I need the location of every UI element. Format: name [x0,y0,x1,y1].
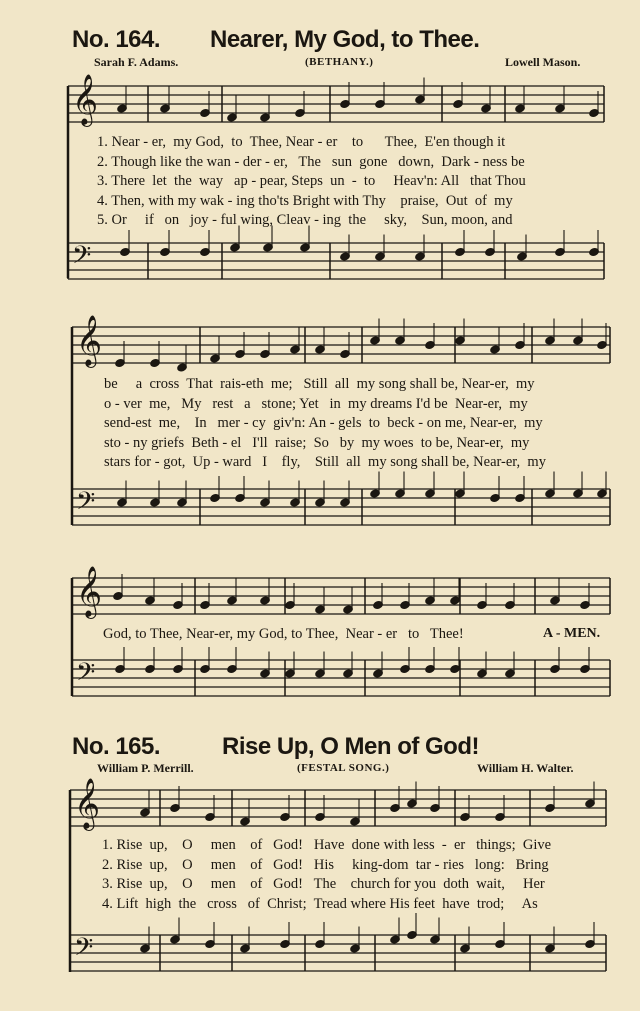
hymn-164-tune: (BETHANY.) [305,56,374,68]
hymn-165-author: William P. Merrill. [97,761,194,775]
treble-clef-icon: 𝄞 [76,315,103,366]
verse-3-line: send-est me, In mer - cy giv'n: An - gels to beck - on me, Near-er, my [104,415,543,432]
verse-3-line: 3. Rise up, O men of God! The church for you doth wait, Her [102,876,545,893]
hymn-164-verses-system-1 [97,133,526,231]
bass-clef-icon: 𝄢 [76,658,96,693]
verse-5-line: stars for - got, Up - ward I fly, Still all my song shall be, Near-er, my [104,454,546,471]
hymn-165-verses-system-1 [102,836,551,914]
hymn-165-title: Rise Up, O Men of God! [222,733,479,760]
hymn-164-title: Nearer, My God, to Thee. [210,26,480,53]
hymn-165-number: No. 165. [72,733,161,760]
hymn-164-composer: Lowell Mason. [505,55,581,69]
hymn-165-tune: (FESTAL SONG.) [297,762,390,774]
treble-clef-icon: 𝄞 [72,74,99,125]
verse-2-line: 2. Though like the wan - der - er, The sun gone down, Dark - ness be [97,153,525,170]
bass-clef-icon: 𝄢 [72,241,92,276]
hymn-164-verses-system-3: God, to Thee, Near-er, my God, to Thee, Near - er to Thee! [103,626,464,642]
hymn-164-number: No. 164. [72,26,161,53]
hymn-164-author: Sarah F. Adams. [94,55,179,69]
verse-4-line: 4. Lift high the cross of Christ; Tread where His feet have trod; As [102,895,538,912]
verse-1-line: be a cross That rais-eth me; Still all my song shall be, Near-er, my [104,376,535,392]
verse-5-line: 5. Or if on joy - ful wing, Cleav - ing the sky, Sun, moon, and [97,212,513,229]
verse-4-line: 4. Then, with my wak - ing tho'ts Bright with Thy praise, Out of my [97,192,513,209]
verse-2-line: o - ver me, My rest a stone; Yet in my dreams I'd be Near-er, my [104,395,528,412]
verse-1-line: 1. Near - er, my God, to Thee, Near - er to Thee, E'en though it [97,134,506,150]
bass-clef-icon: 𝄢 [76,487,96,522]
amen-label: A - MEN. [543,626,601,641]
treble-clef-icon: 𝄞 [76,566,103,617]
verse-4-line: sto - ny griefs Beth - el I'll raise; So by my woes to be, Near-er, my [104,434,530,451]
treble-clef-icon: 𝄞 [74,778,101,829]
bass-clef-icon: 𝄢 [74,933,94,968]
hymn-164-verses-system-2 [104,375,546,473]
verse-1-line: 1. Rise up, O men of God! Have done with less - er things; Give [102,837,552,853]
verse-3-line: 3. There let the way ap - pear, Steps un - to Heav'n: All that Thou [97,173,526,190]
verse-2-line: 2. Rise up, O men of God! His king-dom tar - ries long: Bring [102,856,549,873]
hymn-165-composer: William H. Walter. [477,761,574,775]
